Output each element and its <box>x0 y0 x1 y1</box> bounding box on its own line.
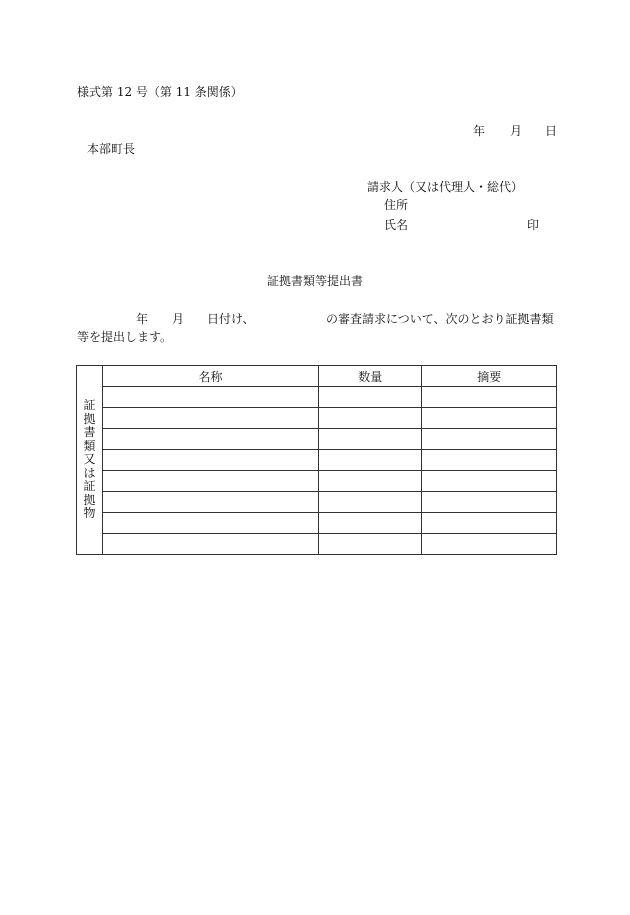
table-row <box>77 408 557 429</box>
table-row <box>77 429 557 450</box>
side-label-char: は <box>83 465 96 480</box>
table-header-row <box>77 366 557 387</box>
summary-cell[interactable] <box>422 429 557 450</box>
summary-cell[interactable] <box>422 513 557 534</box>
summary-cell[interactable] <box>422 408 557 429</box>
header-name: 名称 <box>103 366 319 387</box>
quantity-cell[interactable] <box>318 471 421 492</box>
seal-mark: 印 <box>527 218 540 232</box>
name-cell[interactable] <box>103 534 319 555</box>
body-month-label: 月 <box>172 312 185 326</box>
name-cell[interactable] <box>103 450 319 471</box>
name-cell[interactable] <box>103 429 319 450</box>
table-row <box>77 534 557 555</box>
quantity-cell[interactable] <box>318 408 421 429</box>
name-cell[interactable] <box>103 471 319 492</box>
side-label-char: 拠 <box>83 411 96 426</box>
name-cell[interactable] <box>103 513 319 534</box>
name-cell[interactable] <box>103 492 319 513</box>
quantity-cell[interactable] <box>318 450 421 471</box>
table-row <box>77 513 557 534</box>
table-row <box>77 450 557 471</box>
header-quantity: 数量 <box>318 366 421 387</box>
body-year-label: 年 <box>136 312 149 326</box>
table-row <box>77 492 557 513</box>
body-second-line: 等を提出します。 <box>77 330 173 344</box>
side-label-char: 拠 <box>83 492 96 507</box>
quantity-cell[interactable] <box>318 429 421 450</box>
table-row <box>77 387 557 408</box>
side-label-char: 類 <box>83 438 96 453</box>
date-year-label: 年 <box>473 124 486 138</box>
quantity-cell[interactable] <box>318 534 421 555</box>
header-summary: 摘要 <box>422 366 557 387</box>
evidence-table <box>76 365 557 555</box>
claimant-label: 請求人（又は代理人・総代） <box>367 180 524 194</box>
side-label-char: 証 <box>83 479 96 494</box>
date-month-label: 月 <box>510 124 523 138</box>
recipient: 本部町長 <box>87 142 136 156</box>
summary-cell[interactable] <box>422 387 557 408</box>
quantity-cell[interactable] <box>318 492 421 513</box>
name-cell[interactable] <box>103 387 319 408</box>
summary-cell[interactable] <box>422 492 557 513</box>
body-dated-label: 日付け、 <box>207 312 255 326</box>
summary-cell[interactable] <box>422 450 557 471</box>
side-label-char: 証 <box>83 398 96 413</box>
address-label: 住所 <box>384 198 409 212</box>
table-row <box>77 471 557 492</box>
side-label-char: 物 <box>83 506 96 521</box>
date-day-label: 日 <box>545 124 558 138</box>
quantity-cell[interactable] <box>318 387 421 408</box>
summary-cell[interactable] <box>422 534 557 555</box>
name-label: 氏名 <box>384 218 409 232</box>
side-label-char: 書 <box>83 425 96 440</box>
name-cell[interactable] <box>103 408 319 429</box>
side-label <box>77 366 103 555</box>
form-number: 様式第 12 号（第 11 条関係） <box>77 85 243 99</box>
quantity-cell[interactable] <box>318 513 421 534</box>
document-title: 証拠書類等提出書 <box>266 274 363 288</box>
summary-cell[interactable] <box>422 471 557 492</box>
side-label-char: 又 <box>83 452 96 467</box>
body-request-text: の審査請求について、次のとおり証拠書類 <box>326 312 554 326</box>
